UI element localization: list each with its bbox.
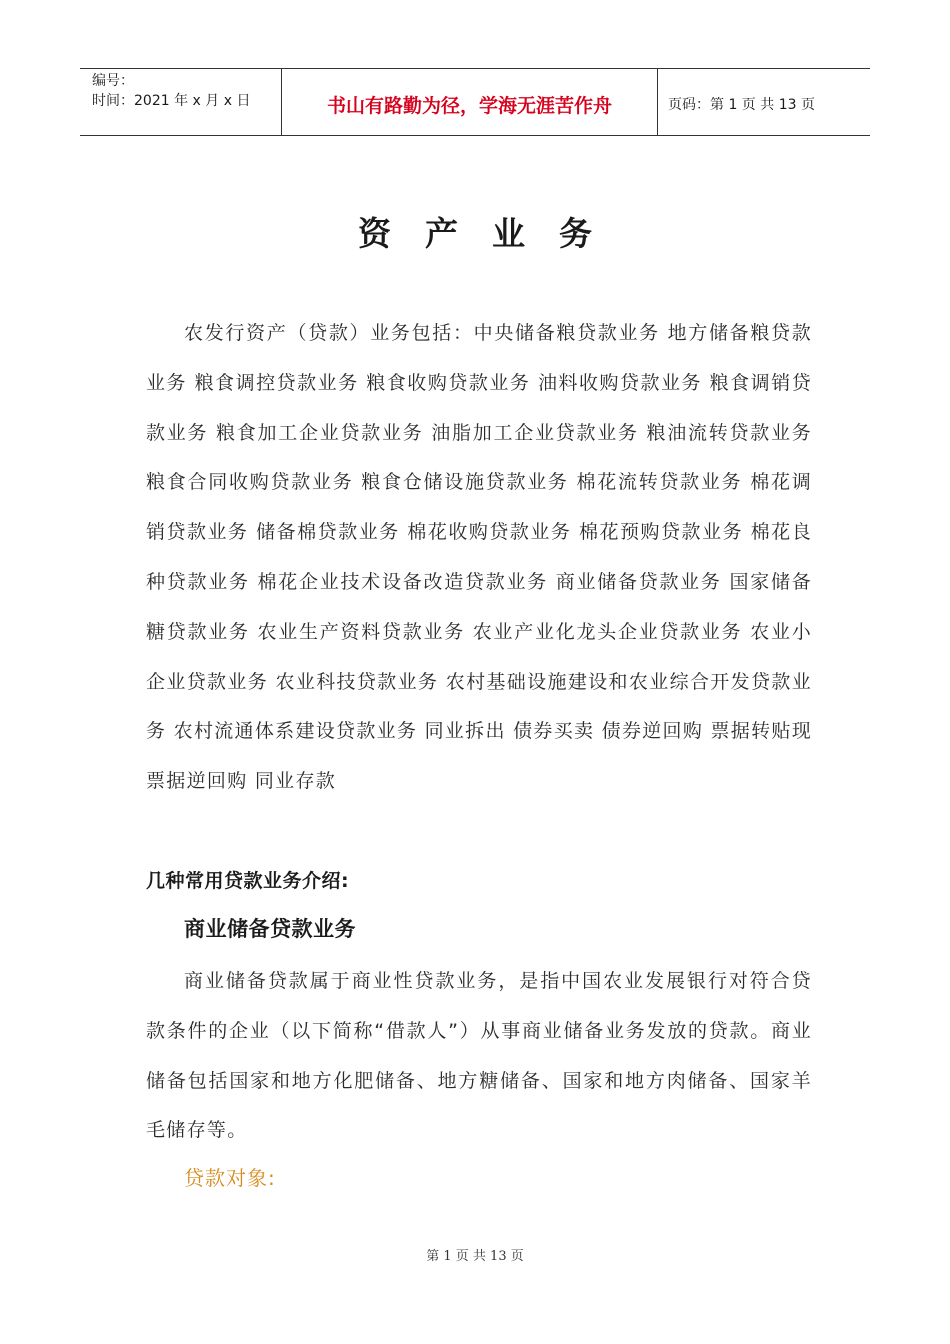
section-heading: 几种常用贷款业务介绍: [146,870,350,892]
page-footer: 第 1 页 共 13 页 [426,1249,524,1264]
loan-target-label: 贷款对象: [184,1166,276,1190]
document-title: 资产业务 [358,214,626,253]
header-motto: 书山有路勤为径，学海无涯苦作舟 [281,69,658,135]
sub-paragraph: 商业储备贷款属于商业性贷款业务，是指中国农业发展银行对符合贷款条件的企业（以下简称“借款人”）从事商业储备业务发放的贷款。商业储备包括国家和地方化肥储备、地方糖储备、国家和地方肉储备、国家羊毛储存等。 [146,970,812,1142]
date-text: 时间：2021 年 x 月 x 日 [92,93,251,109]
header-meta [80,69,281,135]
sub-heading: 商业储备贷款业务 [184,917,356,941]
serial-number-label: 编号： [92,73,134,89]
document-header [80,68,870,136]
intro-paragraph: 农发行资产（贷款）业务包括：中央储备粮贷款业务 地方储备粮贷款业务 粮食调控贷款业务 粮食收购贷款业务 油料收购贷款业务 粮食调销贷款业务 粮食加工企业贷款业务 油脂加工企业贷款业务 粮油流转贷款业务 粮食合同收购贷款业务 粮食仓储设施贷款业务 棉花流转贷款业务 棉花调销贷款业务 储备棉贷款业务 棉花收购贷款业务 棉花预购贷款业务 棉花良种贷款业务 棉花企业技术设备改造贷款业务 商业储备贷款业务 国家储备糖贷款业务 农业生产资料贷款业务 农业产业化龙头企业贷款业务 农业小企业贷款业务 农业科技贷款业务 农村基础设施建设和农业综合开发贷款业务 农村流通体系建设贷款业务 同业拆出 债券买卖 债券逆回购 票据转贴现 票据逆回购 同业存款 [146,322,812,793]
header-page-info: 页码：第 1 页 共 13 页 [668,97,815,113]
